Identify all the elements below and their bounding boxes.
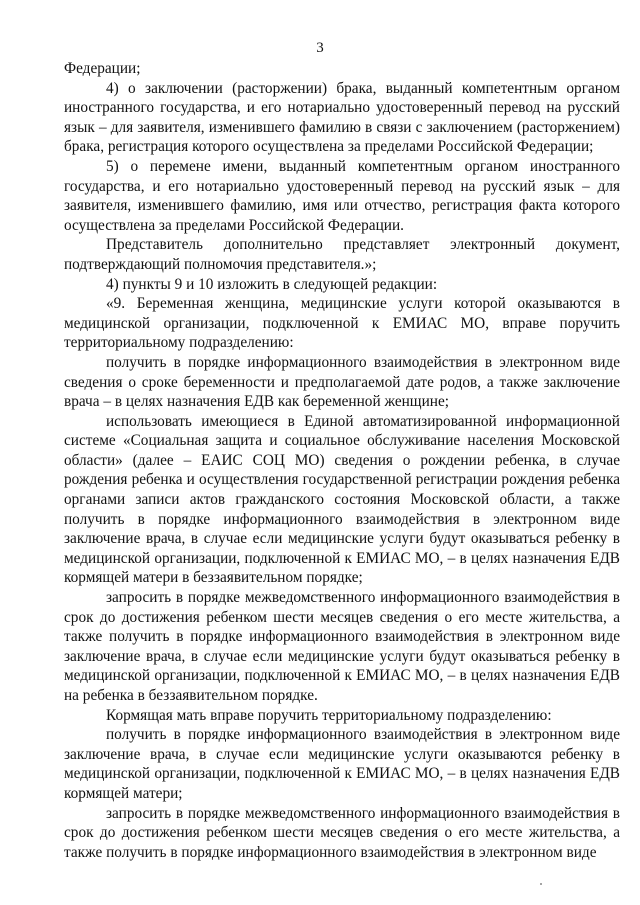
paragraph: получить в порядке информационного взаимодействия в электронном виде сведения о сроке беременности и предполагаемой дате родов, а также заключение врача – в целях назначения ЕДВ как беременной женщине; <box>64 353 620 411</box>
paragraph: Представитель дополнительно представляет электронный документ, подтверждающий полномочия представителя.»; <box>64 236 620 273</box>
paragraph: 4) пункты 9 и 10 изложить в следующей редакции: <box>106 275 438 293</box>
document-body <box>64 59 620 862</box>
paragraph: Кормящая мать вправе поручить территориальному подразделению: <box>106 706 552 724</box>
paragraph: запросить в порядке межведомственного информационного взаимодействия в срок до достижения ребенком шести месяцев сведения о его месте жительства, а также получить в порядке информационного взаимодействия в электронном виде <box>64 804 620 861</box>
paragraph: использовать имеющиеся в Единой автоматизированной информационной системе «Социальная защита и социальное обслуживание населения Московской области» (далее – ЕАИС СОЦ МО) сведения о рождении ребенка, в случае рождения ребенка и осуществления государственной регистрации рождения ребенка органами записи актов гражданского состояния Московской области, а также получить в порядке информационного взаимодействия в электронном виде заключение врача, в случае если медицинские услуги будут оказываться ребенку в медицинской организации, подключенной к ЕМИАС МО, – в целях назначения ЕДВ кормящей матери в беззаявительном порядке; <box>64 412 620 587</box>
paragraph: получить в порядке информационного взаимодействия в электронном виде заключение врача, в случае если медицинские услуги оказываются ребенку в медицинской организации, подключенной к ЕМИАС МО, – в целях назначения ЕДВ кормящей матери; <box>64 726 620 802</box>
page-number: 3 <box>316 40 324 56</box>
paragraph: «9. Беременная женщина, медицинские услуги которой оказываются в медицинской организации, подключенной к ЕМИАС МО, вправе поручить территориальному подразделению: <box>64 295 620 352</box>
paragraph: 4) о заключении (расторжении) брака, выданный компетентным органом иностранного государства, и его нотариально удостоверенный перевод на русский язык – для заявителя, изменившего фамилию в связи с заключением (расторжением) брака, регистрация которого осуществлена за пределами Российской Федерации; <box>64 79 620 156</box>
paragraph: запросить в порядке межведомственного информационного взаимодействия в срок до достижения ребенком шести месяцев сведения о его месте жительства, а также получить в порядке информационного взаимодействия в электронном виде заключение врача, в случае если медицинские услуги будут оказываться ребенку в медицинской организации, подключенной к ЕМИАС МО, – в целях назначения ЕДВ на ребенка в беззаявительном порядке. <box>64 589 620 704</box>
paragraph: Федерации; <box>64 60 141 77</box>
paragraph: 5) о перемене имени, выданный компетентным органом иностранного государства, и его нотариально удостоверенный перевод на русский язык – для заявителя, изменившего фамилию, имя или отчество, регистрация факта которого осуществлена за пределами Российской Федерации. <box>64 157 620 234</box>
scan-speck <box>540 883 542 885</box>
